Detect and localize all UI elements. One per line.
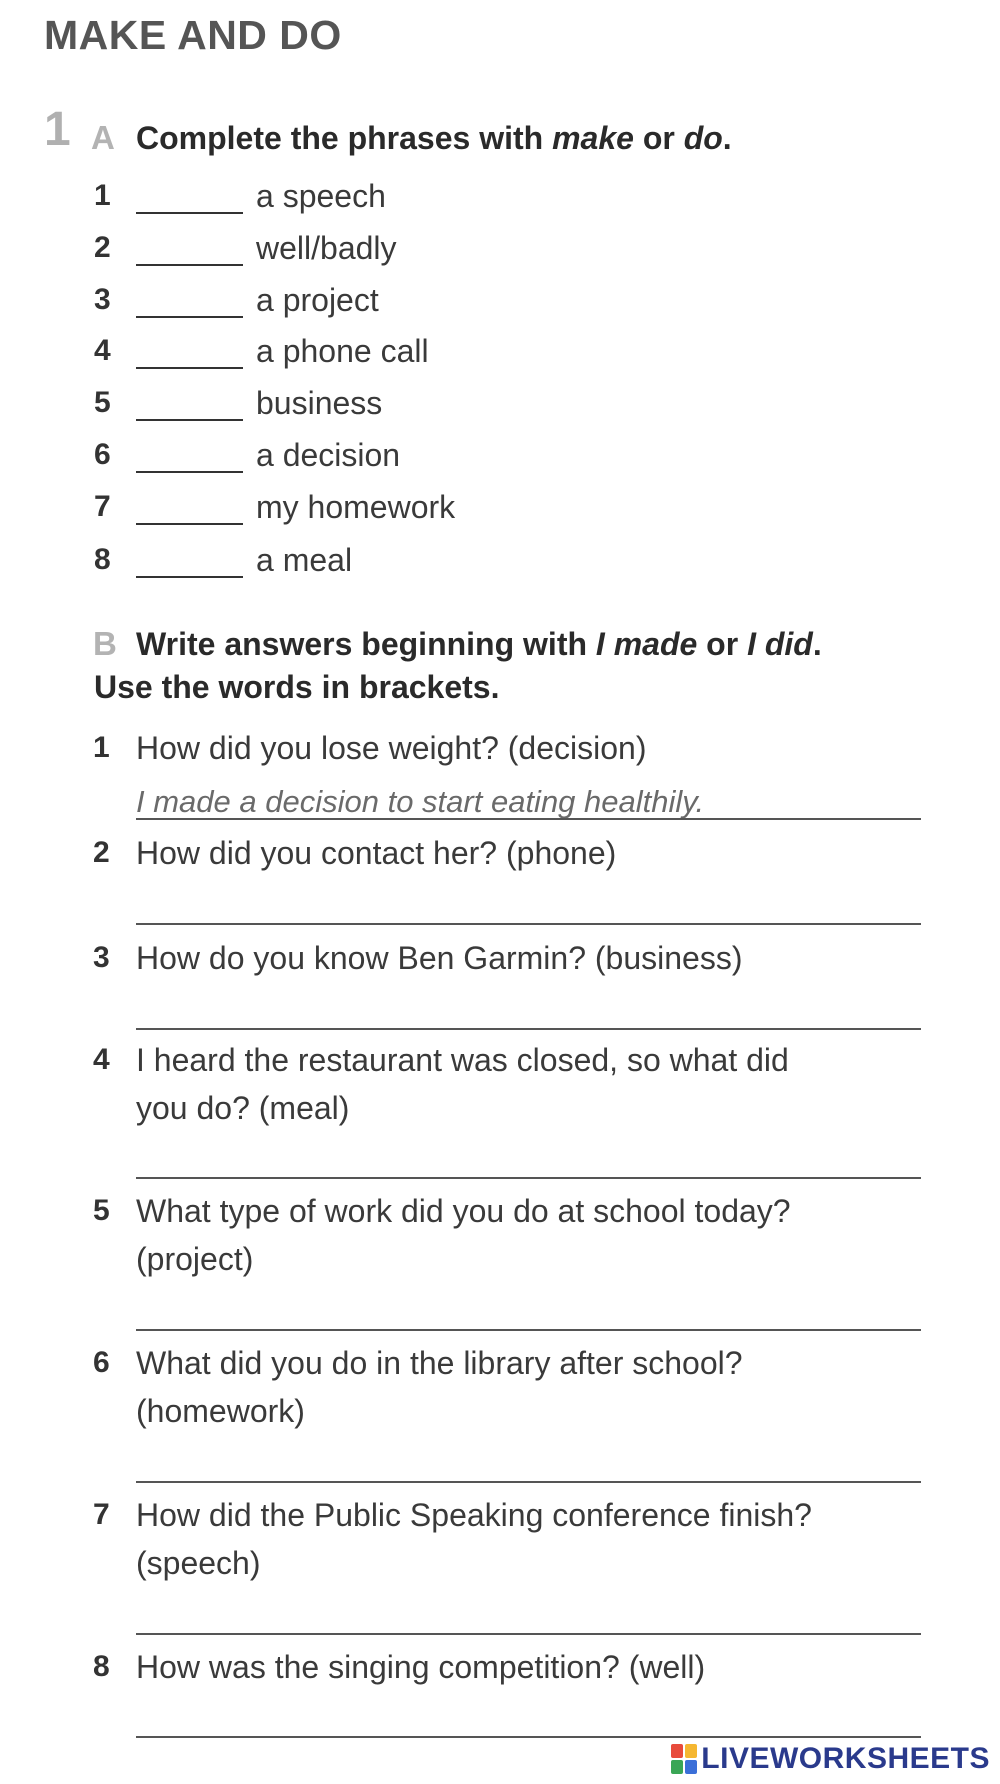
section-b-letter: B xyxy=(93,625,117,662)
instruction-text: Write answers beginning with xyxy=(136,626,596,662)
section-a-letter: A xyxy=(91,119,115,156)
liveworksheets-brand xyxy=(671,1742,990,1776)
question-number: 6 xyxy=(93,1346,110,1379)
answer-line[interactable] xyxy=(136,1481,921,1483)
section-b-instruction-line2: Use the words in brackets. xyxy=(94,669,500,705)
phrase-blank[interactable] xyxy=(136,523,243,525)
instruction-keyword: make xyxy=(552,120,634,156)
instruction-keyword: do xyxy=(683,120,723,156)
phrase-number: 6 xyxy=(94,438,111,471)
question-number: 5 xyxy=(93,1194,110,1227)
instruction-keyword: I did xyxy=(747,626,813,662)
answer-line[interactable] xyxy=(136,1028,921,1030)
section-b-instruction xyxy=(136,622,822,666)
brand-text: LIVEWORKSHEETS xyxy=(701,1742,990,1775)
answer-line[interactable] xyxy=(136,1177,921,1179)
question-number: 3 xyxy=(93,941,110,974)
phrase-text: business xyxy=(256,385,383,421)
phrase-number: 8 xyxy=(94,543,111,576)
phrase-number: 7 xyxy=(94,490,111,523)
phrase-text: a speech xyxy=(256,178,386,214)
phrase-number: 3 xyxy=(94,283,111,316)
page-title: MAKE AND DO xyxy=(44,12,342,58)
instruction-keyword: I made xyxy=(595,626,698,662)
instruction-text: . xyxy=(722,120,732,156)
question-number: 8 xyxy=(93,1650,110,1683)
question-number: 4 xyxy=(93,1043,110,1076)
phrase-blank[interactable] xyxy=(136,471,243,473)
question-text-line2: (homework) xyxy=(136,1393,305,1429)
question-number: 2 xyxy=(93,836,110,869)
question-text: What type of work did you do at school today? xyxy=(136,1193,791,1229)
phrase-blank[interactable] xyxy=(136,419,243,421)
question-text: How was the singing competition? (well) xyxy=(136,1649,706,1685)
phrase-number: 5 xyxy=(94,386,111,419)
logo-square xyxy=(685,1744,697,1758)
logo-square xyxy=(671,1760,683,1774)
phrase-blank[interactable] xyxy=(136,264,243,266)
example-answer: I made a decision to start eating healthily. xyxy=(136,784,705,819)
question-text: I heard the restaurant was closed, so what did xyxy=(136,1042,789,1078)
phrase-blank[interactable] xyxy=(136,212,243,214)
question-text: How did you lose weight? (decision) xyxy=(136,730,647,766)
instruction-text: Complete the phrases with xyxy=(136,120,553,156)
answer-line[interactable] xyxy=(136,1329,921,1331)
phrase-number: 2 xyxy=(94,231,111,264)
phrase-text: my homework xyxy=(256,489,456,525)
question-text: What did you do in the library after school? xyxy=(136,1345,743,1381)
exercise-number: 1 xyxy=(44,103,71,156)
answer-line[interactable] xyxy=(136,1736,921,1738)
question-text: How did the Public Speaking conference finish? xyxy=(136,1497,812,1533)
question-text: How do you know Ben Garmin? (business) xyxy=(136,940,743,976)
question-text-line2: (project) xyxy=(136,1241,254,1277)
question-text: How did you contact her? (phone) xyxy=(136,835,617,871)
phrase-text: a project xyxy=(256,282,379,318)
instruction-text: or xyxy=(633,120,684,156)
question-number: 7 xyxy=(93,1498,110,1531)
logo-square xyxy=(685,1760,697,1774)
phrase-blank[interactable] xyxy=(136,316,243,318)
phrase-blank[interactable] xyxy=(136,367,243,369)
answer-line[interactable] xyxy=(136,818,921,820)
phrase-blank[interactable] xyxy=(136,576,243,578)
instruction-text: . xyxy=(812,626,822,662)
phrase-text: a decision xyxy=(256,437,401,473)
instruction-text: or xyxy=(697,626,748,662)
answer-line[interactable] xyxy=(136,923,921,925)
question-number: 1 xyxy=(93,731,110,764)
phrase-number: 4 xyxy=(94,334,111,367)
phrase-text: a phone call xyxy=(256,333,429,369)
liveworksheets-logo-icon xyxy=(671,1744,697,1774)
question-text-line2: you do? (meal) xyxy=(136,1090,350,1126)
question-text-line2: (speech) xyxy=(136,1545,261,1581)
phrase-text: well/badly xyxy=(256,230,397,266)
section-a-instruction xyxy=(136,116,732,160)
logo-square xyxy=(671,1744,683,1758)
answer-line[interactable] xyxy=(136,1633,921,1635)
phrase-text: a meal xyxy=(256,542,353,578)
phrase-number: 1 xyxy=(94,179,111,212)
